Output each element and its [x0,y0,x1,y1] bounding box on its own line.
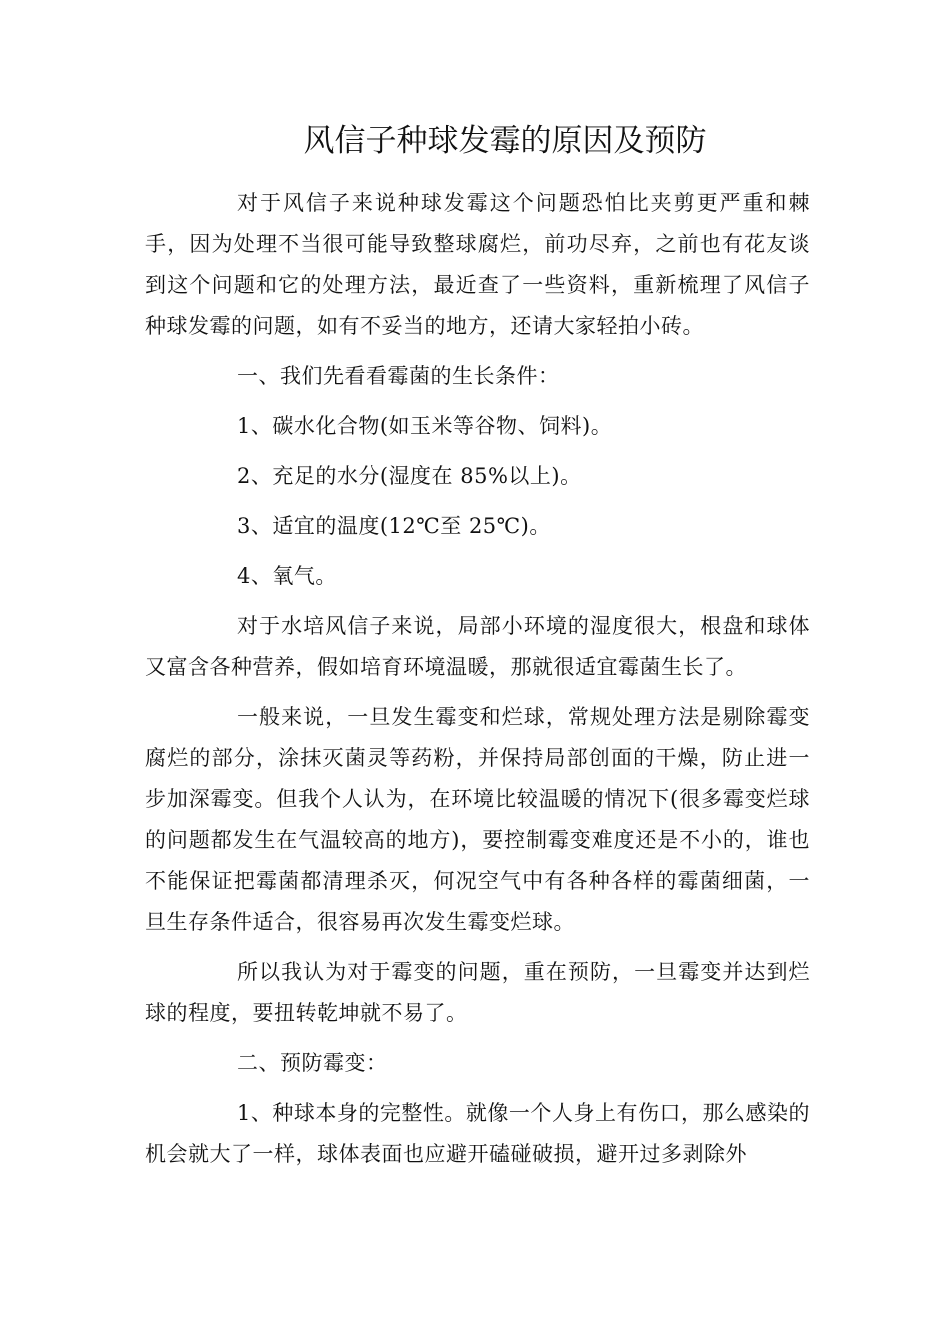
paragraph-hydroponic: 对于水培风信子来说，局部小环境的湿度很大，根盘和球体又富含各种营养，假如培育环境温暖，那就很适宜霉菌生长了。 [145,614,810,679]
heading-growth-conditions: 一、我们先看看霉菌的生长条件： [237,364,560,388]
paragraph-intro: 对于风信子来说种球发霉这个问题恐怕比夹剪更严重和棘手，因为处理不当很可能导致整球腐烂，前功尽弃，之前也有花友谈到这个问题和它的处理方法，最近查了一些资料，重新梳理了风信子种球发霉的问题，如有不妥当的地方，还请大家轻拍小砖。 [145,191,810,338]
paragraph-treatment: 一般来说，一旦发生霉变和烂球，常规处理方法是剔除霉变腐烂的部分，涂抹灭菌灵等药粉，并保持局部创面的干燥，防止进一步加深霉变。但我个人认为，在环境比较温暖的情况下(很多霉变烂球的问题都发生在气温较高的地方)，要控制霉变难度还是不小的，谁也不能保证把霉菌都清理杀灭，何况空气中有各种各样的霉菌细菌，一旦生存条件适合，很容易再次发生霉变烂球。 [145,705,810,934]
document-title: 风信子种球发霉的原因及预防 [303,123,707,159]
paragraph-prevention-focus: 所以我认为对于霉变的问题，重在预防，一旦霉变并达到烂球的程度，要扭转乾坤就不易了。 [145,960,810,1025]
heading-prevention: 二、预防霉变： [237,1051,388,1075]
list-item-oxygen: 4、氧气。 [237,564,337,588]
list-item-temperature: 3、适宜的温度(12℃至 25℃)。 [237,514,551,538]
document-body [145,183,810,1184]
list-item-moisture: 2、充足的水分(湿度在 85%以上)。 [237,464,582,488]
list-item-carbohydrates: 1、碳水化合物(如玉米等谷物、饲料)。 [237,414,613,438]
paragraph-bulb-integrity: 1、种球本身的完整性。就像一个人身上有伤口，那么感染的机会就大了一样，球体表面也应避开磕碰破损，避开过多剥除外 [145,1101,810,1166]
